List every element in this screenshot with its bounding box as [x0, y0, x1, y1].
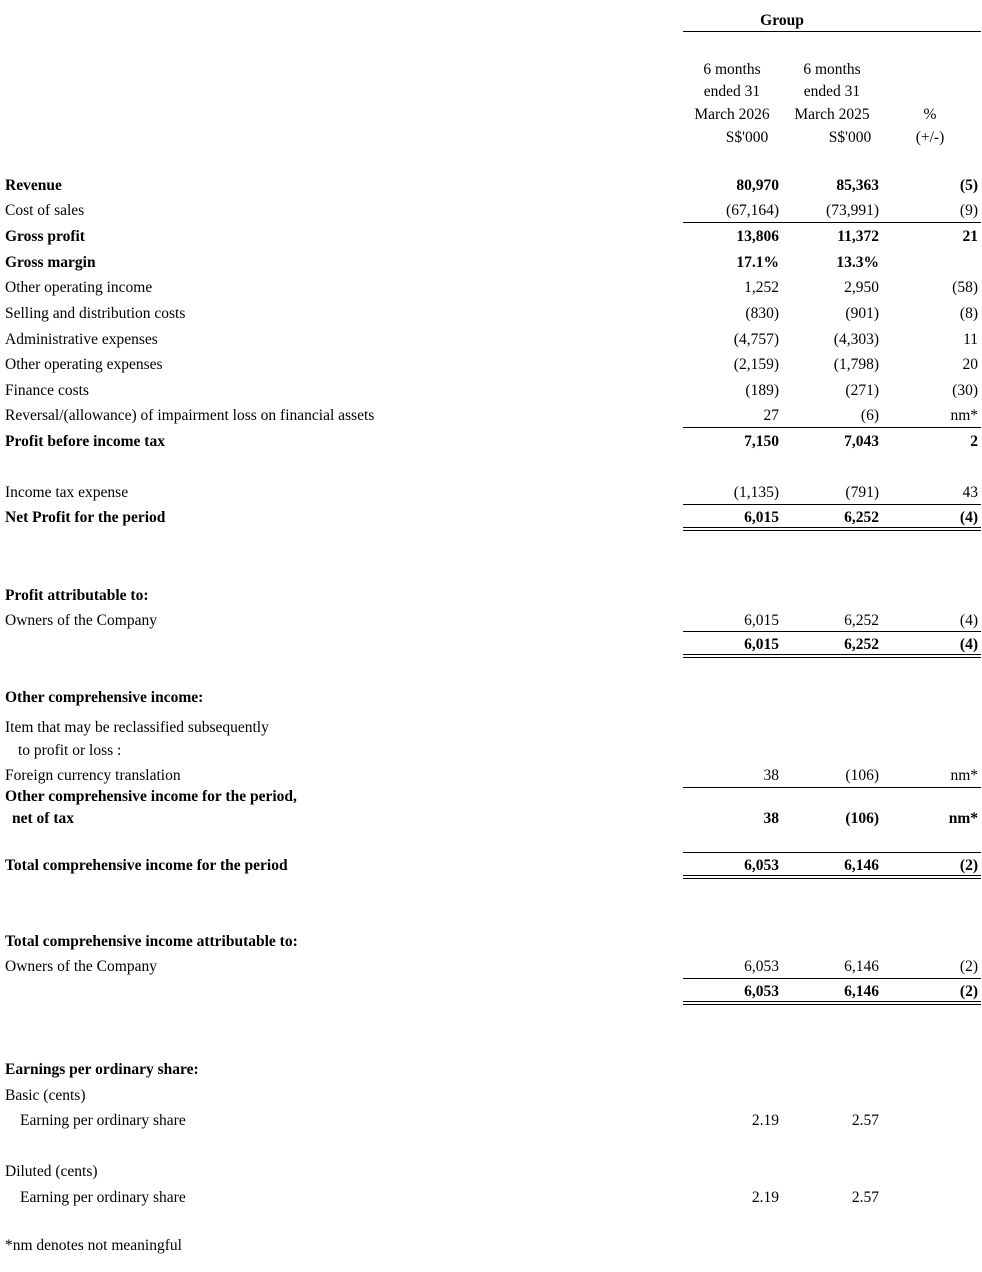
row-label-net-profit: Net Profit for the period	[5, 509, 166, 526]
row-label-other-operating-income: Other operating income	[5, 279, 153, 296]
other-operating-expenses-2026: (2,159)	[733, 356, 779, 373]
profit-before-tax-change: 2	[970, 433, 978, 450]
profit-attributable-total-change: (4)	[959, 636, 978, 653]
section-other-comprehensive-income: Other comprehensive income:	[5, 689, 204, 706]
row-label-profit-before-tax: Profit before income tax	[5, 433, 165, 450]
col2-header-line3: March 2025	[794, 106, 870, 123]
owners-ci-2025: 6,146	[844, 958, 879, 975]
row-label-finance-costs: Finance costs	[5, 382, 89, 399]
cost-of-sales-2026: (67,164)	[726, 202, 779, 219]
other-operating-income-2026: 1,252	[744, 279, 779, 296]
profit-attributable-total-2026: 6,015	[744, 636, 779, 653]
row-label-oci-period: Other comprehensive income for the period,	[5, 788, 297, 805]
ci-attributable-total-2026: 6,053	[744, 983, 779, 1000]
income-tax-2025: (791)	[845, 484, 879, 501]
col1-header-line2: ended 31	[703, 83, 761, 100]
row-label-basic-eps: Earning per ordinary share	[20, 1112, 186, 1129]
row-label-net-of-tax: net of tax	[12, 810, 74, 827]
owners-profit-change: (4)	[959, 612, 978, 629]
income-tax-change: 43	[962, 484, 978, 501]
row-label-item-reclassified: Item that may be reclassified subsequently	[5, 719, 269, 736]
col2-header-line1: 6 months	[803, 61, 861, 78]
group-underline	[683, 31, 981, 32]
row-label-cost-of-sales: Cost of sales	[5, 202, 85, 219]
row-label-diluted: Diluted (cents)	[5, 1163, 98, 1180]
finance-costs-change: (30)	[952, 382, 978, 399]
cost-of-sales-2025: (73,991)	[826, 202, 879, 219]
owners-profit-rule	[683, 631, 981, 632]
total-ci-change: (2)	[959, 857, 978, 874]
total-ci-top-rule	[683, 852, 981, 853]
row-label-owners-profit: Owners of the Company	[5, 612, 157, 629]
foreign-currency-change: nm*	[950, 767, 978, 784]
col2-header-unit: S$'000	[828, 129, 872, 146]
row-label-total-ci: Total comprehensive income for the period	[5, 857, 288, 874]
other-operating-income-2025: 2,950	[844, 279, 879, 296]
section-profit-attributable: Profit attributable to:	[5, 587, 149, 604]
cost-of-sales-change: (9)	[959, 202, 978, 219]
row-label-owners-ci: Owners of the Company	[5, 958, 157, 975]
administrative-expenses-2026: (4,757)	[733, 331, 779, 348]
oci-net-2026: 38	[763, 810, 779, 827]
col1-header-line3: March 2026	[694, 106, 770, 123]
foreign-currency-rule	[683, 787, 981, 788]
row-label-impairment: Reversal/(allowance) of impairment loss on financial assets	[5, 407, 375, 424]
profit-before-tax-rule	[683, 427, 981, 428]
col2-header-line2: ended 31	[803, 83, 861, 100]
net-profit-top-rule	[683, 504, 981, 505]
owners-profit-2025: 6,252	[844, 612, 879, 629]
gross-margin-2026: 17.1%	[736, 254, 779, 271]
gross-profit-rule	[683, 222, 981, 223]
income-tax-2026: (1,135)	[733, 484, 779, 501]
section-eps: Earnings per ordinary share:	[5, 1061, 199, 1078]
ci-attributable-total-2025: 6,146	[844, 983, 879, 1000]
revenue-change: (5)	[959, 177, 978, 194]
impairment-2025: (6)	[860, 407, 879, 424]
administrative-expenses-change: 11	[963, 331, 978, 348]
finance-costs-2025: (271)	[845, 382, 879, 399]
ci-attributable-total-change: (2)	[959, 983, 978, 1000]
selling-distribution-change: (8)	[959, 305, 978, 322]
col1-header-line1: 6 months	[703, 61, 761, 78]
row-label-revenue: Revenue	[5, 177, 62, 194]
oci-net-2025: (106)	[845, 810, 879, 827]
ci-attributable-double-rule	[683, 1001, 981, 1005]
profit-attributable-double-rule	[683, 654, 981, 658]
gross-profit-2026: 13,806	[736, 228, 779, 245]
footnote: *nm denotes not meaningful	[5, 1237, 182, 1254]
col1-header-unit: S$'000	[725, 129, 769, 146]
net-profit-2025: 6,252	[844, 509, 879, 526]
gross-profit-2025: 11,372	[837, 228, 879, 245]
selling-distribution-2026: (830)	[745, 305, 779, 322]
row-label-diluted-eps: Earning per ordinary share	[20, 1189, 186, 1206]
gross-profit-change: 21	[962, 228, 978, 245]
gross-margin-2025: 13.3%	[836, 254, 879, 271]
row-label-to-profit-or-loss: to profit or loss :	[18, 742, 122, 759]
profit-attributable-total-2025: 6,252	[844, 636, 879, 653]
row-label-foreign-currency: Foreign currency translation	[5, 767, 181, 784]
row-label-gross-margin: Gross margin	[5, 254, 96, 271]
profit-before-tax-2025: 7,043	[844, 433, 879, 450]
finance-costs-2026: (189)	[745, 382, 779, 399]
other-operating-income-change: (58)	[952, 279, 978, 296]
owners-ci-change: (2)	[959, 958, 978, 975]
owners-profit-2026: 6,015	[744, 612, 779, 629]
net-profit-2026: 6,015	[744, 509, 779, 526]
section-total-ci-attributable: Total comprehensive income attributable to:	[5, 933, 298, 950]
owners-ci-2026: 6,053	[744, 958, 779, 975]
administrative-expenses-2025: (4,303)	[833, 331, 879, 348]
diluted-eps-2025: 2.57	[851, 1189, 879, 1206]
basic-eps-2026: 2.19	[751, 1112, 779, 1129]
revenue-2025: 85,363	[836, 177, 879, 194]
net-profit-double-rule	[683, 527, 981, 531]
impairment-2026: 27	[763, 407, 779, 424]
basic-eps-2025: 2.57	[851, 1112, 879, 1129]
diluted-eps-2026: 2.19	[751, 1189, 779, 1206]
row-label-other-operating-expenses: Other operating expenses	[5, 356, 163, 373]
owners-ci-rule	[683, 978, 981, 979]
row-label-administrative-expenses: Administrative expenses	[5, 331, 158, 348]
row-label-basic: Basic (cents)	[5, 1087, 86, 1104]
col3-header-line1: %	[923, 106, 937, 123]
profit-before-tax-2026: 7,150	[744, 433, 779, 450]
oci-net-change: nm*	[948, 810, 978, 827]
col3-header-line2: (+/-)	[915, 129, 945, 146]
total-ci-2025: 6,146	[844, 857, 879, 874]
selling-distribution-2025: (901)	[845, 305, 879, 322]
total-ci-2026: 6,053	[744, 857, 779, 874]
row-label-gross-profit: Gross profit	[5, 228, 85, 245]
other-operating-expenses-2025: (1,798)	[833, 356, 879, 373]
impairment-change: nm*	[950, 407, 978, 424]
group-heading: Group	[760, 12, 804, 29]
revenue-2026: 80,970	[736, 177, 779, 194]
other-operating-expenses-change: 20	[962, 356, 978, 373]
total-ci-double-rule	[683, 875, 981, 879]
net-profit-change: (4)	[959, 509, 978, 526]
foreign-currency-2026: 38	[763, 767, 779, 784]
row-label-income-tax: Income tax expense	[5, 484, 129, 501]
foreign-currency-2025: (106)	[845, 767, 879, 784]
row-label-selling-distribution: Selling and distribution costs	[5, 305, 186, 322]
